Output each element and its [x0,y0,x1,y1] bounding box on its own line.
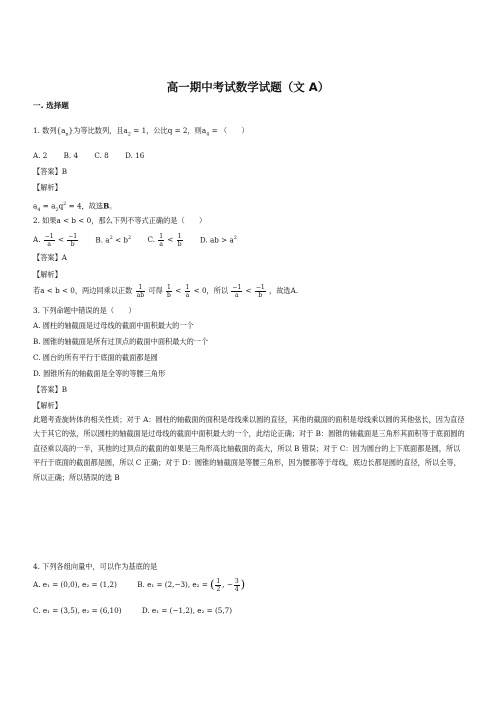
page-title: 高一期中考试数学试题（文 A） [166,80,330,94]
q1-option-b: B. 4 [63,151,79,160]
q1-answer: 【答案】B [33,167,68,176]
q3-option-a: A. 圆柱的轴截面是过母线的截面中面积最大的一个 [33,321,194,330]
q1-analysis: $a_4 = a_2q^2 = 4$，故选B。 [33,201,117,213]
q3-option-c: C. 圆台的所有平行于底面的截面都是圆 [33,353,158,362]
q1-option-a: A. 2 [33,151,48,160]
q4-option-c: C. e₁ = (3,5), e₂ = (6,10) [33,606,122,615]
q3-answer: 【答案】B [33,385,68,394]
q2-options [33,229,251,249]
q1-stem: 1. 数列$\{a_n\}$为等比数列，且$a_2 = 1$，公比q = 2，则$a_4$ = （ ） [33,126,249,138]
q1-options [33,151,158,161]
q4-option-a: A. e₁ = (0,0), e₂ = (1,2) [33,580,117,589]
q2-analysis-label: 【解析】 [33,270,62,279]
q3-option-d: D. 圆锥所有的轴截面是全等的等腰三角形 [33,369,166,378]
q4-options-row1 [33,576,259,594]
q2-option-b: B. $a^2 < b^2$ [95,235,132,245]
q2-option-c: C. $\frac{1}{a}$ < $\frac{1}{b}$ [147,232,182,248]
q4-option-d: D. e₁ = (−1,2), e₂ = (5,7) [141,606,233,615]
q2-option-d: D. ab > $a^2$ [199,235,237,245]
q3-stem: 3. 下列命题中错误的是（ ） [33,306,136,315]
section-heading: 一. 选择题 [33,101,69,110]
q4-option-b: B. e₁ = (2,−3), e₂ = ( $\frac{1}{2}$ , − $\frac{3}{4}$ ) [137,577,246,593]
q1-option-c: C. 8 [94,151,109,160]
q2-answer: 【答案】A [33,253,67,262]
q2-analysis: 若a < b < 0，两边同乘以正数 $\frac{1}{ab}$ 可得 $\frac{1}{b}$ < $\frac{1}{a}$ < 0，所以 $\frac{-1}{a}$ < $\frac{-1}{b}$ ，故选A. [33,283,299,299]
q1-analysis-label: 【解析】 [33,183,62,192]
q4-options-row2 [33,606,246,616]
q3-analysis-label: 【解析】 [33,401,62,410]
q2-stem: 2. 如果a < b < 0，那么下列不等式正确的是（ ） [33,216,207,225]
q4-stem: 4. 下列各组向量中，可以作为基底的是 [33,562,158,571]
q3-option-b: B. 圆锥的轴截面是所有过顶点的截面中面积最大的一个 [33,337,209,346]
q3-analysis: 此题考查旋转体的相关性质；对于 A：圆柱的轴截面的面积是母线乘以圆的直径，其他的截面的面积是母线乘以圆的其他弦长，因为直径大于其它的弦，所以圆柱的轴截面是过母线的截面中面积最大的一个，此结论正确；对于 B：圆锥的轴截面是三角形其面积等于底面圆的直径乘以高的一半，其他的过顶点的截面的如果是三角形高比轴截面的高大，所以 B 错误；对于 C：因为圆台的上下底面都是圆，所以平行于底面的截面都是圆，所以 C 正确；对于 D：圆锥的轴截面是等腰三角形，因为腰都等于母线，底边长都是圆的直径，所以全等，所以正确；所以错误的选 B [33,415,465,482]
q1-option-d: D. 16 [125,151,145,160]
q2-option-a: A. $\frac{-1}{a}$ < $\frac{-1}{b}$ [33,232,78,248]
